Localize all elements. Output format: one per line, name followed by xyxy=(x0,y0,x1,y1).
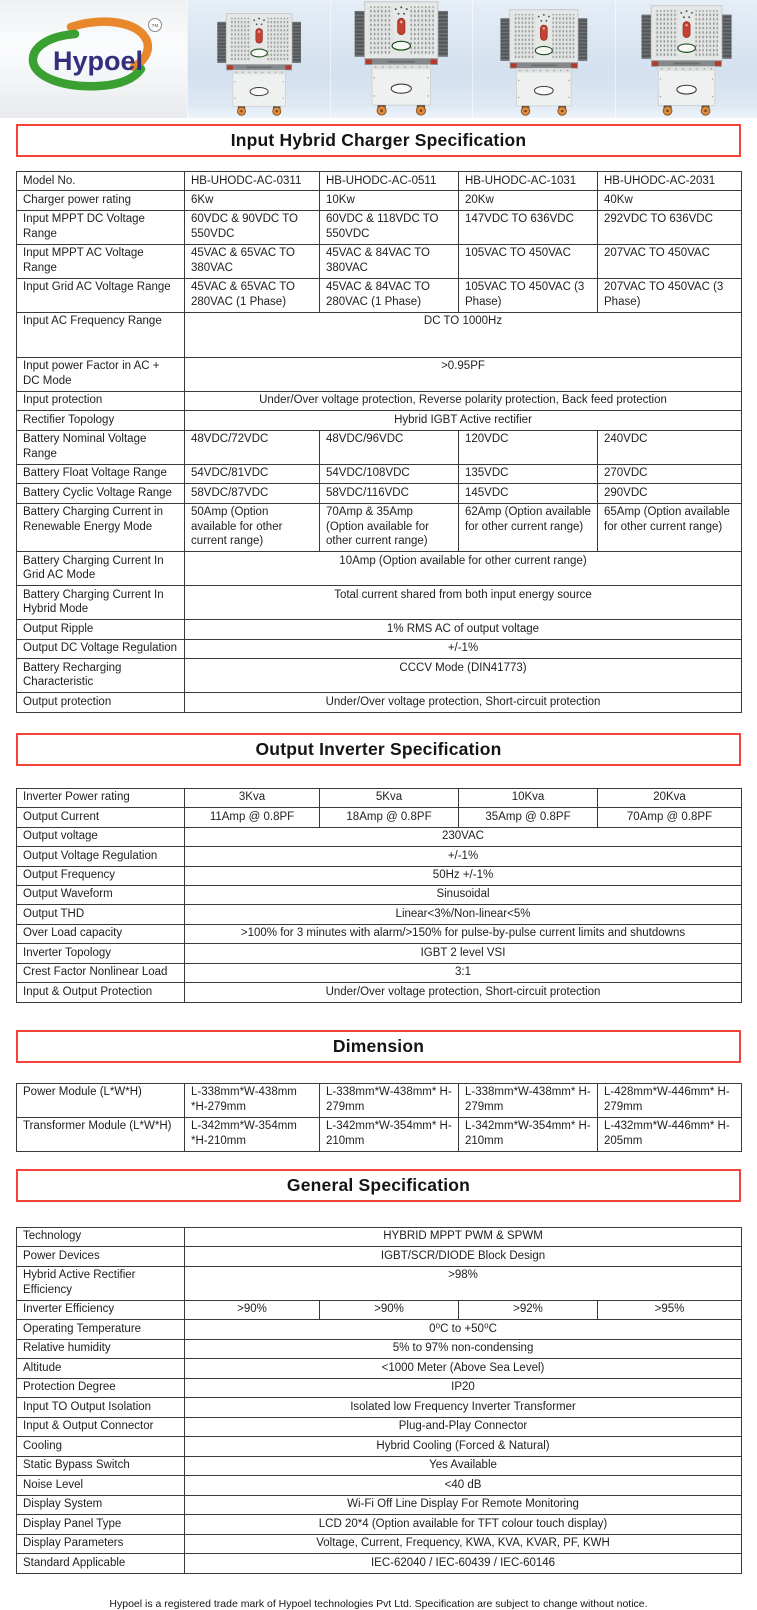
spec-row xyxy=(17,172,742,191)
inverter-product-image xyxy=(497,8,591,117)
row-label: Battery Recharging Characteristic xyxy=(17,659,185,693)
row-value-span: 5% to 97% non-condensing xyxy=(185,1339,742,1358)
spec-row xyxy=(17,312,742,357)
row-value: 45VAC & 84VAC TO 280VAC (1 Phase) xyxy=(320,278,459,312)
row-label: Input TO Output Isolation xyxy=(17,1398,185,1417)
spec-row xyxy=(17,411,742,430)
row-value-span: Voltage, Current, Frequency, KWA, KVA, KVAR, PF, KWH xyxy=(185,1534,742,1553)
spec-row xyxy=(17,659,742,693)
row-value-span: IP20 xyxy=(185,1378,742,1397)
spec-row xyxy=(17,944,742,963)
row-value: L-338mm*W-438mm* H-279mm xyxy=(320,1083,459,1117)
spec-sections xyxy=(0,124,757,1574)
spec-row xyxy=(17,1300,742,1319)
row-value-span: HYBRID MPPT PWM & SPWM xyxy=(185,1227,742,1246)
row-label: Technology xyxy=(17,1227,185,1246)
section-title-bar xyxy=(16,1030,741,1063)
row-value: 58VDC/87VDC xyxy=(185,484,320,503)
spec-row xyxy=(17,693,742,712)
row-value-span: Under/Over voltage protection, Reverse polarity protection, Back feed protection xyxy=(185,391,742,410)
row-label: Model No. xyxy=(17,172,185,191)
row-label: Over Load capacity xyxy=(17,924,185,943)
row-value: 5Kva xyxy=(320,788,459,807)
spec-row xyxy=(17,866,742,885)
row-label: Relative humidity xyxy=(17,1339,185,1358)
row-label: Operating Temperature xyxy=(17,1320,185,1339)
row-label: Power Devices xyxy=(17,1247,185,1266)
spec-row xyxy=(17,391,742,410)
footer-trademark-note: Hypoel is a registered trade mark of Hypoel technologies Pvt Ltd. Specification are subject to change without notice. xyxy=(0,1598,757,1610)
spec-row xyxy=(17,1266,742,1300)
row-value: L-342mm*W-354mm* H-210mm xyxy=(459,1117,598,1151)
row-value-span: Yes Available xyxy=(185,1456,742,1475)
row-label: Output Waveform xyxy=(17,885,185,904)
section-title-bar xyxy=(16,1169,741,1202)
row-value: 50Amp (Option available for other current range) xyxy=(185,503,320,551)
row-value: 45VAC & 65VAC TO 280VAC (1 Phase) xyxy=(185,278,320,312)
product-photo-inverter-unit-2 xyxy=(330,0,473,118)
row-value-span: 1% RMS AC of output voltage xyxy=(185,620,742,639)
row-label: Power Module (L*W*H) xyxy=(17,1083,185,1117)
inverter-product-image xyxy=(214,12,304,117)
spec-row xyxy=(17,983,742,1002)
row-label: Output Ripple xyxy=(17,620,185,639)
row-value: L-428mm*W-446mm* H-279mm xyxy=(598,1083,742,1117)
section-title-bar xyxy=(16,124,741,157)
row-value: 290VDC xyxy=(598,484,742,503)
row-label: Standard Applicable xyxy=(17,1554,185,1573)
row-label: Altitude xyxy=(17,1359,185,1378)
spec-row xyxy=(17,1320,742,1339)
spec-row xyxy=(17,924,742,943)
spec-row xyxy=(17,1398,742,1417)
spec-row xyxy=(17,503,742,551)
row-value-span: +/-1% xyxy=(185,847,742,866)
row-label: Battery Float Voltage Range xyxy=(17,464,185,483)
inverter-product-image xyxy=(638,4,735,117)
row-value: 3Kva xyxy=(185,788,320,807)
product-photo-inverter-unit-1 xyxy=(187,0,330,118)
row-value-span: 3:1 xyxy=(185,963,742,982)
row-value: 270VDC xyxy=(598,464,742,483)
row-value-span: 50Hz +/-1% xyxy=(185,866,742,885)
row-value: 48VDC/72VDC xyxy=(185,430,320,464)
spec-row xyxy=(17,244,742,278)
row-value: HB-UHODC-AC-0311 xyxy=(185,172,320,191)
row-value: 10Kva xyxy=(459,788,598,807)
row-value-span: Linear<3%/Non-linear<5% xyxy=(185,905,742,924)
spec-row xyxy=(17,827,742,846)
row-label: Input protection xyxy=(17,391,185,410)
spec-row xyxy=(17,788,742,807)
row-label: Battery Cyclic Voltage Range xyxy=(17,484,185,503)
spec-row xyxy=(17,1476,742,1495)
section-title-bar xyxy=(16,733,741,766)
product-photo-inverter-unit-4 xyxy=(615,0,757,118)
row-label: Crest Factor Nonlinear Load xyxy=(17,963,185,982)
hypoel-logo xyxy=(19,13,169,105)
row-value-span: CCCV Mode (DIN41773) xyxy=(185,659,742,693)
row-value-span: Isolated low Frequency Inverter Transformer xyxy=(185,1398,742,1417)
row-label: Charger power rating xyxy=(17,191,185,210)
row-value: 35Amp @ 0.8PF xyxy=(459,808,598,827)
spec-row xyxy=(17,1247,742,1266)
product-photo-strip xyxy=(187,0,757,118)
row-label: Display Parameters xyxy=(17,1534,185,1553)
section-title-text: Dimension xyxy=(333,1036,424,1057)
spec-row xyxy=(17,1437,742,1456)
row-value: 11Amp @ 0.8PF xyxy=(185,808,320,827)
row-value: HB-UHODC-AC-0511 xyxy=(320,172,459,191)
spec-row xyxy=(17,430,742,464)
row-value: >90% xyxy=(320,1300,459,1319)
spec-row xyxy=(17,464,742,483)
inverter-product-image xyxy=(351,0,452,117)
logo-wordmark: Hypoel xyxy=(53,46,143,76)
row-label: Rectifier Topology xyxy=(17,411,185,430)
section-input-hybrid-charger-specification xyxy=(0,124,757,713)
row-value-span: +/-1% xyxy=(185,639,742,658)
row-label: Static Bypass Switch xyxy=(17,1456,185,1475)
general-specification-table xyxy=(16,1227,742,1574)
row-value: 145VDC xyxy=(459,484,598,503)
spec-row xyxy=(17,639,742,658)
row-value: 70Amp & 35Amp (Option available for other current range) xyxy=(320,503,459,551)
spec-row xyxy=(17,1339,742,1358)
row-value: 147VDC TO 636VDC xyxy=(459,210,598,244)
spec-row xyxy=(17,1227,742,1246)
spec-row xyxy=(17,905,742,924)
row-value: >95% xyxy=(598,1300,742,1319)
spec-row xyxy=(17,808,742,827)
row-label: Hybrid Active Rectifier Efficiency xyxy=(17,1266,185,1300)
row-label: Input & Output Connector xyxy=(17,1417,185,1436)
row-label: Noise Level xyxy=(17,1476,185,1495)
output-inverter-specification-table xyxy=(16,788,742,1003)
row-label: Input & Output Protection xyxy=(17,983,185,1002)
row-label: Battery Charging Current in Renewable Energy Mode xyxy=(17,503,185,551)
row-value-span: Sinusoidal xyxy=(185,885,742,904)
row-label: Input power Factor in AC + DC Mode xyxy=(17,357,185,391)
row-value-span: >100% for 3 minutes with alarm/>150% for pulse-by-pulse current limits and shutdowns xyxy=(185,924,742,943)
row-value: 105VAC TO 450VAC xyxy=(459,244,598,278)
page-header xyxy=(0,0,757,118)
row-value: L-338mm*W-438mm* H-279mm xyxy=(459,1083,598,1117)
row-value: >90% xyxy=(185,1300,320,1319)
row-label: Input MPPT DC Voltage Range xyxy=(17,210,185,244)
row-value-span: <1000 Meter (Above Sea Level) xyxy=(185,1359,742,1378)
spec-row xyxy=(17,1083,742,1117)
row-value-span: LCD 20*4 (Option available for TFT colour touch display) xyxy=(185,1515,742,1534)
spec-row xyxy=(17,1456,742,1475)
row-label: Protection Degree xyxy=(17,1378,185,1397)
row-value-span: 0⁰C to +50⁰C xyxy=(185,1320,742,1339)
row-value: 45VAC & 65VAC TO 380VAC xyxy=(185,244,320,278)
row-value-span: Total current shared from both input energy source xyxy=(185,586,742,620)
row-value-span: >98% xyxy=(185,1266,742,1300)
row-value-span: IGBT/SCR/DIODE Block Design xyxy=(185,1247,742,1266)
row-value: L-338mm*W-438mm *H-279mm xyxy=(185,1083,320,1117)
section-title-text: Input Hybrid Charger Specification xyxy=(231,130,527,151)
spec-row xyxy=(17,1359,742,1378)
row-label: Output voltage xyxy=(17,827,185,846)
row-label: Battery Nominal Voltage Range xyxy=(17,430,185,464)
row-label: Output protection xyxy=(17,693,185,712)
row-label: Display Panel Type xyxy=(17,1515,185,1534)
row-value: 207VAC TO 450VAC (3 Phase) xyxy=(598,278,742,312)
row-value: >92% xyxy=(459,1300,598,1319)
row-value: 60VDC & 118VDC TO 550VDC xyxy=(320,210,459,244)
row-value-span: IGBT 2 level VSI xyxy=(185,944,742,963)
spec-row xyxy=(17,963,742,982)
dimension-table xyxy=(16,1083,742,1152)
spec-row xyxy=(17,1495,742,1514)
row-value-span: Under/Over voltage protection, Short-circuit protection xyxy=(185,983,742,1002)
row-value: 45VAC & 84VAC TO 380VAC xyxy=(320,244,459,278)
section-general-specification xyxy=(0,1169,757,1574)
row-value: HB-UHODC-AC-1031 xyxy=(459,172,598,191)
row-label: Battery Charging Current In Grid AC Mode xyxy=(17,552,185,586)
row-value: L-432mm*W-446mm* H-205mm xyxy=(598,1117,742,1151)
spec-row xyxy=(17,191,742,210)
spec-row xyxy=(17,586,742,620)
row-value: L-342mm*W-354mm *H-210mm xyxy=(185,1117,320,1151)
row-value: 40Kw xyxy=(598,191,742,210)
input-hybrid-charger-specification-table xyxy=(16,171,742,713)
row-value: 48VDC/96VDC xyxy=(320,430,459,464)
row-value-span: Plug-and-Play Connector xyxy=(185,1417,742,1436)
row-value-span: Under/Over voltage protection, Short-circuit protection xyxy=(185,693,742,712)
row-value: 65Amp (Option available for other current range) xyxy=(598,503,742,551)
row-label: Inverter Power rating xyxy=(17,788,185,807)
row-value: 54VDC/108VDC xyxy=(320,464,459,483)
row-label: Battery Charging Current In Hybrid Mode xyxy=(17,586,185,620)
spec-row xyxy=(17,1117,742,1151)
row-value-span: DC TO 1000Hz xyxy=(185,312,742,357)
row-value-span: Hybrid Cooling (Forced & Natural) xyxy=(185,1437,742,1456)
row-value: 240VDC xyxy=(598,430,742,464)
spec-row xyxy=(17,357,742,391)
spec-row xyxy=(17,620,742,639)
row-value-span: 10Amp (Option available for other current range) xyxy=(185,552,742,586)
row-label: Transformer Module (L*W*H) xyxy=(17,1117,185,1151)
section-output-inverter-specification xyxy=(0,733,757,1003)
trademark-text: TM xyxy=(151,23,158,28)
spec-row xyxy=(17,210,742,244)
row-value-span: IEC-62040 / IEC-60439 / IEC-60146 xyxy=(185,1554,742,1573)
section-title-text: Output Inverter Specification xyxy=(256,739,502,760)
row-label: Output Frequency xyxy=(17,866,185,885)
section-title-text: General Specification xyxy=(287,1175,470,1196)
row-value: 120VDC xyxy=(459,430,598,464)
row-value: 207VAC TO 450VAC xyxy=(598,244,742,278)
row-label: Input AC Frequency Range xyxy=(17,312,185,357)
row-value: 292VDC TO 636VDC xyxy=(598,210,742,244)
brand-logo-tile xyxy=(0,0,187,118)
row-value: 18Amp @ 0.8PF xyxy=(320,808,459,827)
spec-row xyxy=(17,484,742,503)
row-value-span: Wi-Fi Off Line Display For Remote Monitoring xyxy=(185,1495,742,1514)
spec-row xyxy=(17,1515,742,1534)
product-photo-inverter-unit-3 xyxy=(472,0,615,118)
row-value: 20Kw xyxy=(459,191,598,210)
row-value: HB-UHODC-AC-2031 xyxy=(598,172,742,191)
row-value-span: >0.95PF xyxy=(185,357,742,391)
row-label: Input MPPT AC Voltage Range xyxy=(17,244,185,278)
row-label: Inverter Efficiency xyxy=(17,1300,185,1319)
row-value-span: <40 dB xyxy=(185,1476,742,1495)
row-value: 20Kva xyxy=(598,788,742,807)
row-label: Output Voltage Regulation xyxy=(17,847,185,866)
row-value: 60VDC & 90VDC TO 550VDC xyxy=(185,210,320,244)
spec-row xyxy=(17,1417,742,1436)
row-label: Cooling xyxy=(17,1437,185,1456)
row-label: Display System xyxy=(17,1495,185,1514)
row-value: 10Kw xyxy=(320,191,459,210)
row-value-span: Hybrid IGBT Active rectifier xyxy=(185,411,742,430)
row-value: L-342mm*W-354mm* H-210mm xyxy=(320,1117,459,1151)
row-value: 62Amp (Option available for other current range) xyxy=(459,503,598,551)
section-dimension xyxy=(0,1030,757,1152)
spec-row xyxy=(17,1534,742,1553)
row-value: 54VDC/81VDC xyxy=(185,464,320,483)
row-value: 135VDC xyxy=(459,464,598,483)
row-value: 70Amp @ 0.8PF xyxy=(598,808,742,827)
spec-row xyxy=(17,1378,742,1397)
spec-row xyxy=(17,1554,742,1573)
spec-row xyxy=(17,552,742,586)
row-label: Input Grid AC Voltage Range xyxy=(17,278,185,312)
row-label: Output Current xyxy=(17,808,185,827)
row-value-span: 230VAC xyxy=(185,827,742,846)
row-label: Output THD xyxy=(17,905,185,924)
row-value: 105VAC TO 450VAC (3 Phase) xyxy=(459,278,598,312)
spec-row xyxy=(17,847,742,866)
row-value: 58VDC/116VDC xyxy=(320,484,459,503)
row-value: 6Kw xyxy=(185,191,320,210)
row-label: Output DC Voltage Regulation xyxy=(17,639,185,658)
spec-row xyxy=(17,278,742,312)
spec-row xyxy=(17,885,742,904)
row-label: Inverter Topology xyxy=(17,944,185,963)
